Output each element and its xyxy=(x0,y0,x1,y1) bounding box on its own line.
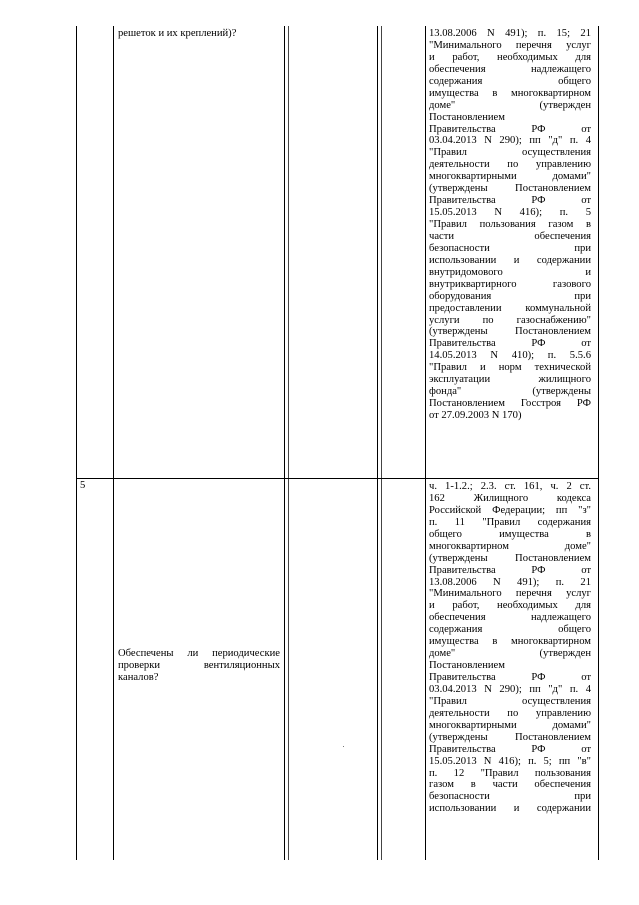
legal-basis-line: обеспечения надлежащего xyxy=(429,612,591,624)
legal-basis-line: (утверждены Постановлением xyxy=(429,731,591,743)
legal-basis-line: 162 Жилищного кодекса xyxy=(429,492,591,504)
row-number: 5 xyxy=(80,480,86,491)
legal-basis-line: от 27.09.2003 N 170) xyxy=(429,410,522,421)
legal-basis-line: Правительства РФ от xyxy=(429,672,591,683)
legal-basis-cell xyxy=(429,28,591,422)
legal-basis-line: содержания общего xyxy=(429,624,591,636)
table-column-divider-6 xyxy=(425,26,426,860)
legal-basis-line: и работ, необходимых для xyxy=(429,51,591,63)
legal-basis-line: многоквартирном доме" xyxy=(429,540,591,552)
legal-basis-line: "Правил осуществления xyxy=(429,147,591,159)
question-line: проверки вентиляционных xyxy=(118,659,280,671)
legal-basis-line: использовании и содержании xyxy=(429,254,591,266)
table-column-divider-3 xyxy=(288,26,289,860)
legal-basis-line: Российской Федерации; пп "з" xyxy=(429,504,591,516)
legal-basis-line: "Правил и норм технической xyxy=(429,362,591,374)
legal-basis-line: 03.04.2013 N 290); пп "д" п. 4 xyxy=(429,135,591,147)
legal-basis-line: Постановлением xyxy=(429,111,505,123)
legal-basis-line: "Правил пользования газом в xyxy=(429,219,591,230)
table-border-left xyxy=(76,26,77,860)
legal-basis-line: услуги по газоснабжению" xyxy=(429,314,591,326)
question-line: Обеспечены ли периодические xyxy=(118,648,280,659)
legal-basis-line: газом в части обеспечения xyxy=(429,779,591,791)
legal-basis-line: Постановлением xyxy=(429,660,505,672)
question-cell xyxy=(118,648,280,684)
legal-basis-line: Правительства РФ от xyxy=(429,123,591,135)
legal-basis-line: обеспечения надлежащего xyxy=(429,63,591,75)
legal-basis-line: внутриквартирного газового xyxy=(429,278,591,290)
legal-basis-line: "Правил осуществления xyxy=(429,695,591,707)
legal-basis-line: содержания общего xyxy=(429,75,591,87)
legal-basis-line: 15.05.2013 N 416); п. 5; пп "в" xyxy=(429,755,591,767)
legal-basis-line: общего имущества в xyxy=(429,528,591,540)
legal-basis-line: Правительства РФ от xyxy=(429,195,591,207)
legal-basis-line: Правительства РФ от xyxy=(429,338,591,350)
legal-basis-line: предоставлении коммунальной xyxy=(429,302,591,314)
legal-basis-line: деятельности по управлению xyxy=(429,159,591,171)
legal-basis-line: Постановлением Госстроя РФ xyxy=(429,398,591,410)
legal-basis-line: многоквартирными домами" xyxy=(429,719,591,731)
legal-basis-line: (утверждены Постановлением xyxy=(429,326,591,338)
question-cell xyxy=(118,28,280,40)
table-column-divider-4 xyxy=(377,26,378,860)
legal-basis-line: п. 12 "Правил пользования xyxy=(429,767,591,779)
scan-speck xyxy=(343,746,344,747)
legal-basis-line: части обеспечения xyxy=(429,230,591,242)
table-column-divider-5 xyxy=(381,26,382,860)
legal-basis-line: оборудования при xyxy=(429,290,591,302)
legal-basis-line: имущества в многоквартирном xyxy=(429,87,591,99)
legal-basis-line: имущества в многоквартирном xyxy=(429,636,591,648)
legal-basis-line: "Минимального перечня услуг xyxy=(429,588,591,600)
legal-basis-line: 15.05.2013 N 416); п. 5 xyxy=(429,207,591,219)
legal-basis-line: многоквартирными домами" xyxy=(429,171,591,183)
question-line: решеток и их креплений)? xyxy=(118,28,237,39)
legal-basis-line: 03.04.2013 N 290); пп "д" п. 4 xyxy=(429,683,591,695)
row-separator xyxy=(76,478,598,479)
legal-basis-line: ч. 1-1.2.; 2.3. ст. 161, ч. 2 ст. xyxy=(429,481,591,492)
legal-basis-cell xyxy=(429,481,591,815)
legal-basis-line: доме" (утвержден xyxy=(429,648,591,660)
legal-basis-line: внутридомового и xyxy=(429,266,591,278)
question-line: каналов? xyxy=(118,671,159,683)
legal-basis-line: (утверждены Постановлением xyxy=(429,552,591,564)
legal-basis-line: "Минимального перечня услуг xyxy=(429,39,591,51)
legal-basis-line: безопасности при xyxy=(429,242,591,254)
table-column-divider-2 xyxy=(284,26,285,860)
table-column-divider-1 xyxy=(113,26,114,860)
legal-basis-line: п. 11 "Правил содержания xyxy=(429,516,591,528)
legal-basis-line: эксплуатации жилищного xyxy=(429,374,591,386)
legal-basis-line: 14.05.2013 N 410); п. 5.5.6 xyxy=(429,350,591,362)
legal-basis-line: безопасности при xyxy=(429,791,591,803)
legal-basis-line: 13.08.2006 N 491); п. 21 xyxy=(429,576,591,588)
legal-basis-line: фонда" (утверждены xyxy=(429,386,591,398)
legal-basis-line: (утверждены Постановлением xyxy=(429,183,591,195)
legal-basis-line: Правительства РФ от xyxy=(429,743,591,755)
legal-basis-line: доме" (утвержден xyxy=(429,99,591,111)
legal-basis-line: использовании и содержании xyxy=(429,803,591,815)
legal-basis-line: Правительства РФ от xyxy=(429,564,591,576)
legal-basis-line: и работ, необходимых для xyxy=(429,600,591,612)
legal-basis-line: деятельности по управлению xyxy=(429,707,591,719)
table-border-right xyxy=(598,26,599,860)
legal-basis-line: 13.08.2006 N 491); п. 15; 21 xyxy=(429,28,591,39)
